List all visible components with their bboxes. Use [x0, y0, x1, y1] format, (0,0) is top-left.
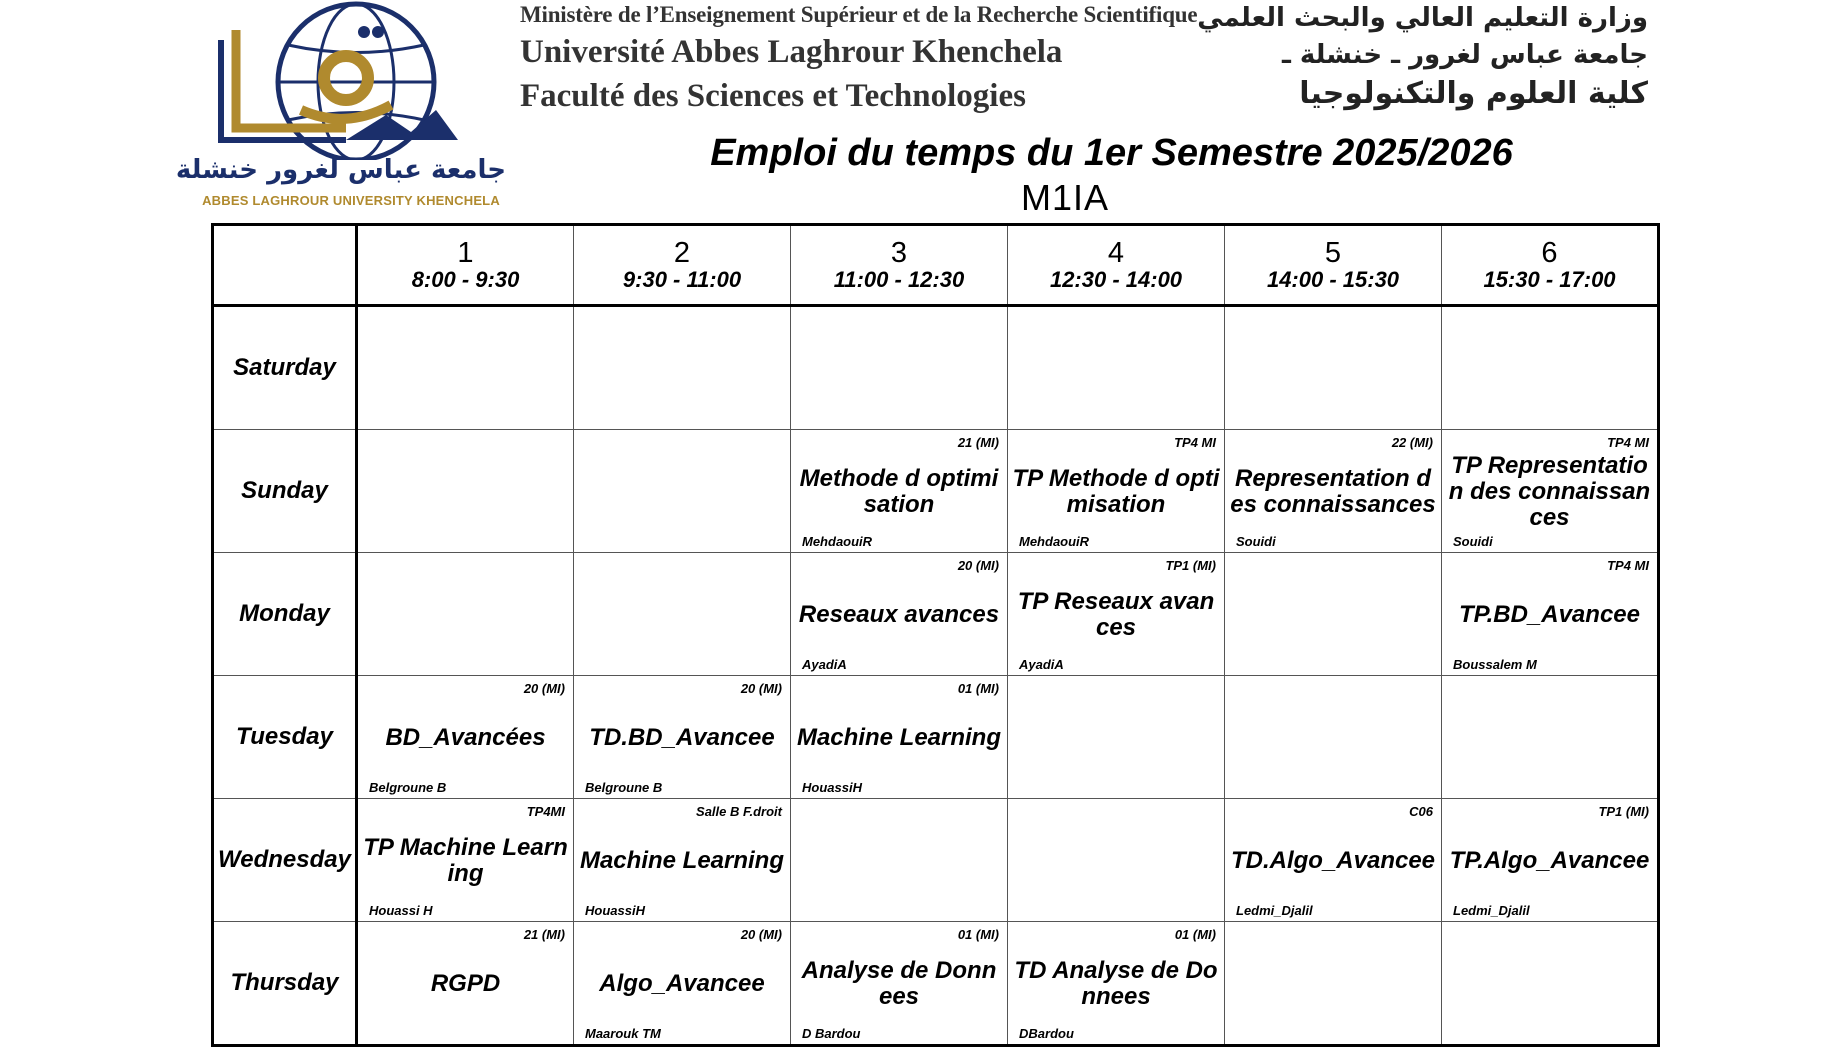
day-label: Tuesday [213, 676, 357, 799]
session-cell [791, 430, 1007, 552]
room-label: 21 (MI) [957, 435, 999, 450]
session-cell [1008, 676, 1224, 798]
page-title: Emploi du temps du 1er Semestre 2025/2026 [710, 132, 1513, 174]
university-name-fr: Université Abbes Laghrour Khenchela [520, 34, 1063, 70]
timetable-cell [791, 553, 1008, 676]
teacher-name: MehdaouiR [1019, 534, 1090, 549]
day-row [213, 676, 1659, 799]
room-label: 20 (MI) [957, 558, 999, 573]
session-cell [1442, 676, 1657, 798]
timetable-cell [1008, 676, 1225, 799]
slot-header [1442, 225, 1659, 306]
timetable-cell [1225, 430, 1442, 553]
teacher-name: DBardou [1019, 1026, 1074, 1041]
day-row [213, 430, 1659, 553]
timetable-cell [357, 430, 574, 553]
session-cell [791, 553, 1007, 675]
timetable-cell [357, 676, 574, 799]
faculty-name-fr: Faculté des Sciences et Technologies [520, 78, 1026, 114]
teacher-name: Boussalem M [1453, 657, 1537, 672]
timetable-cell [1008, 799, 1225, 922]
slot-number: 5 [1324, 237, 1342, 269]
slot-time: 12:30 - 14:00 [1049, 267, 1183, 292]
course-name: TP.BD_Avancee [1459, 601, 1640, 628]
teacher-name: Ledmi_Djalil [1236, 903, 1313, 918]
course-name: TP Machine Learning [363, 834, 568, 887]
session-cell [1442, 553, 1657, 675]
slot-number: 3 [890, 237, 908, 269]
slot-time: 9:30 - 11:00 [622, 267, 742, 292]
teacher-name: MehdaouiR [802, 534, 873, 549]
room-label: 20 (MI) [740, 681, 782, 696]
course-name: Analyse de Donnees [801, 957, 997, 1010]
teacher-name: Houassi H [369, 903, 433, 918]
room-label: Salle B F.droit [696, 804, 782, 819]
teacher-name: HouassiH [802, 780, 862, 795]
timetable-cell [1008, 922, 1225, 1046]
day-label: Thursday [213, 922, 357, 1046]
class-name: M1IA [1020, 177, 1110, 218]
session-cell [574, 307, 790, 429]
slot-number: 4 [1107, 237, 1125, 269]
teacher-name: Souidi [1453, 534, 1493, 549]
slot-time: 11:00 - 12:30 [833, 267, 965, 292]
timetable-cell [1442, 922, 1659, 1046]
slot-header [357, 225, 574, 306]
session-cell [1008, 553, 1224, 675]
day-label: Saturday [213, 306, 357, 430]
timetable-cell [791, 676, 1008, 799]
session-cell [574, 553, 790, 675]
teacher-name: Maarouk TM [585, 1026, 661, 1041]
teacher-name: Souidi [1236, 534, 1276, 549]
teacher-name: Belgroune B [369, 780, 447, 795]
day-row [213, 922, 1659, 1046]
slot-header [1008, 225, 1225, 306]
session-cell [358, 922, 573, 1044]
session-cell [791, 799, 1007, 921]
room-label: C06 [1409, 804, 1433, 819]
timetable-cell [1442, 430, 1659, 553]
room-label: 01 (MI) [957, 681, 999, 696]
timetable-cell [791, 430, 1008, 553]
timetable-cell [574, 306, 791, 430]
session-cell [358, 553, 573, 675]
timetable-cell [1225, 922, 1442, 1046]
day-label: Monday [213, 553, 357, 676]
logo-latin-text: ABBES LAGHROUR UNIVERSITY KHENCHELA [202, 193, 500, 208]
room-label: 01 (MI) [1174, 927, 1216, 942]
session-cell [1225, 676, 1441, 798]
timetable-cell [791, 922, 1008, 1046]
day-label: Sunday [213, 430, 357, 553]
slot-header [791, 225, 1008, 306]
session-cell [1225, 922, 1441, 1044]
room-label: TP4 MI [1607, 558, 1649, 573]
slot-time: 14:00 - 15:30 [1266, 267, 1400, 292]
session-cell [358, 676, 573, 798]
timetable-cell [1225, 676, 1442, 799]
timetable-cell [574, 922, 791, 1046]
timetable [211, 223, 1660, 1047]
room-label: TP4 MI [1607, 435, 1649, 450]
slot-number: 6 [1541, 237, 1558, 269]
ministry-name-ar: وزارة التعليم العالي والبحث العلمي [1197, 3, 1648, 33]
timetable-cell [574, 676, 791, 799]
course-name: RGPD [430, 970, 501, 997]
session-cell [1225, 307, 1441, 429]
session-cell [791, 922, 1007, 1044]
ministry-name-fr: Ministère de l’Enseignement Supérieur et de la Recherche Scientifique [520, 2, 1198, 27]
session-cell [1225, 553, 1441, 675]
session-cell [1008, 799, 1224, 921]
timetable-cell [1225, 306, 1442, 430]
university-name-ar: جامعة عباس لغرور ـ خنشلة ـ [1281, 40, 1648, 70]
teacher-name: AyadiA [1019, 657, 1064, 672]
session-cell [791, 676, 1007, 798]
slot-number: 2 [673, 237, 691, 269]
timetable-cell [574, 799, 791, 922]
day-row [213, 306, 1659, 430]
room-label: 20 (MI) [523, 681, 565, 696]
slot-number: 1 [457, 237, 474, 269]
course-name: Representation des connaissances [1230, 465, 1436, 518]
session-cell [791, 307, 1007, 429]
course-name: TD.Algo_Avancee [1230, 847, 1436, 874]
day-label: Wednesday [213, 799, 357, 922]
timetable-cell [791, 306, 1008, 430]
course-name: Machine Learning [796, 724, 1002, 751]
session-cell [574, 430, 790, 552]
logo-arabic-text: جامعة عباس لغرور خنشلة [175, 155, 506, 185]
timetable-cell [1008, 553, 1225, 676]
timetable-cell [1442, 553, 1659, 676]
slot-time: 15:30 - 17:00 [1483, 267, 1616, 292]
room-label: TP4 MI [1174, 435, 1216, 450]
timetable-cell [791, 799, 1008, 922]
course-name: Machine Learning [579, 847, 785, 874]
header-arabic [1197, 0, 1648, 114]
faculty-name-ar: كلية العلوم والتكنولوجيا [1299, 76, 1648, 111]
teacher-name: Ledmi_Djalil [1453, 903, 1530, 918]
course-name: Methode d optimisation [799, 465, 999, 518]
session-cell [574, 799, 790, 921]
room-label: TP4MI [526, 804, 565, 819]
timetable-header-row [213, 225, 1659, 306]
teacher-name: Belgroune B [585, 780, 663, 795]
timetable-cell [357, 553, 574, 676]
timetable-cell [357, 799, 574, 922]
room-label: 21 (MI) [523, 927, 565, 942]
day-row [213, 799, 1659, 922]
timetable-cell [1442, 799, 1659, 922]
timetable-cell [1225, 799, 1442, 922]
course-name: TP Representation des connaissances [1448, 452, 1651, 531]
session-cell [358, 799, 573, 921]
course-name: Reseaux avances [798, 601, 1000, 628]
timetable-cell [357, 306, 574, 430]
session-cell [1442, 922, 1657, 1044]
timetable-cell [574, 430, 791, 553]
teacher-name: AyadiA [802, 657, 847, 672]
course-name: TP Reseaux avances [1017, 588, 1215, 641]
timetable-cell [574, 553, 791, 676]
session-cell [574, 922, 790, 1044]
course-name: TD.BD_Avancee [589, 724, 775, 751]
session-cell [1008, 307, 1224, 429]
room-label: 20 (MI) [740, 927, 782, 942]
session-cell [1008, 430, 1224, 552]
teacher-name: D Bardou [802, 1026, 861, 1041]
course-name: BD_Avancées [385, 724, 546, 751]
corner-cell [213, 225, 357, 306]
course-name: TP Methode d optimisation [1012, 465, 1220, 518]
teacher-name: HouassiH [585, 903, 645, 918]
course-name: TP.Algo_Avancee [1449, 847, 1650, 874]
room-label: 22 (MI) [1391, 435, 1433, 450]
session-cell [1442, 307, 1657, 429]
session-cell [574, 676, 790, 798]
session-cell [1225, 430, 1441, 552]
session-cell [1442, 799, 1657, 921]
timetable-cell [357, 922, 574, 1046]
session-cell [1008, 922, 1224, 1044]
slot-header [1225, 225, 1442, 306]
day-row [213, 553, 1659, 676]
session-cell [1442, 430, 1657, 552]
course-name: Algo_Avancee [599, 970, 765, 997]
timetable-cell [1225, 553, 1442, 676]
course-name: TD Analyse de Donnees [1014, 957, 1218, 1010]
slot-time: 8:00 - 9:30 [411, 267, 520, 292]
timetable-cell [1008, 430, 1225, 553]
timetable-cell [1008, 306, 1225, 430]
room-label: TP1 (MI) [1598, 804, 1649, 819]
session-cell [358, 430, 573, 552]
timetable-cell [1442, 676, 1659, 799]
slot-header [574, 225, 791, 306]
session-cell [358, 307, 573, 429]
session-cell [1225, 799, 1441, 921]
room-label: TP1 (MI) [1165, 558, 1216, 573]
room-label: 01 (MI) [957, 927, 999, 942]
timetable-cell [1442, 306, 1659, 430]
header-french [520, 0, 1197, 118]
